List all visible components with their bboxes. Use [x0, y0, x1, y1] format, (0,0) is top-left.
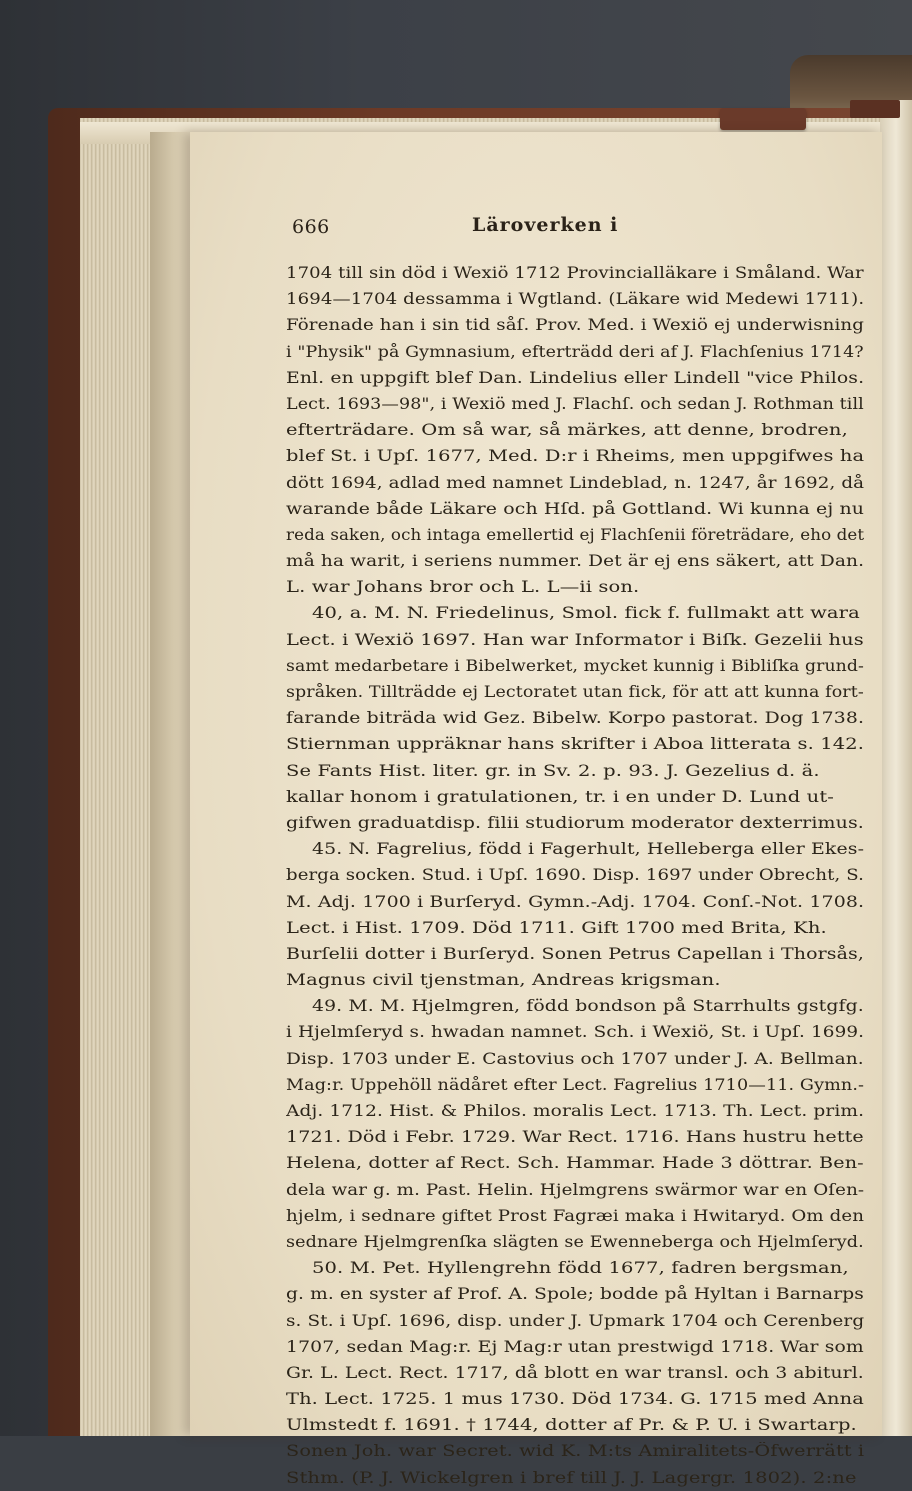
text-line: 49. M. M. Hjelmgren, född bondson på Starrhults gstgfg. [312, 997, 864, 1016]
text-line: Adj. 1712. Hist. & Philos. moralis Lect. 1713. Th. Lect. prim. [286, 1102, 865, 1120]
text-line: reda saken, och intaga emellertid ej Flachſenii företrädare, eho det [286, 525, 865, 544]
text-line: Ulmstedt f. 1691. † 1744, dotter af Pr. & P. U. i Swartarp. [286, 1416, 857, 1435]
page-header [292, 212, 852, 246]
text-line: 1694—1704 dessamma i Wgtland. (Läkare wid Medewi 1711). [286, 290, 865, 309]
text-line: kallar honom i gratulationen, tr. i en under D. Lund ut- [286, 787, 835, 806]
text-line: L. war Johans bror och L. L—ii son. [286, 578, 640, 597]
text-line: Lect. i Hist. 1709. Död 1711. Gift 1700 med Brita, Kh. [286, 918, 827, 937]
text-line: Magnus civil tjenstman, Andreas krigsman. [286, 971, 721, 990]
text-line: 45. N. Fagrelius, född i Fagerhult, Helleberga eller Ekes- [312, 840, 865, 859]
text-line: Burſelii dotter i Burſeryd. Sonen Petrus Capellan i Thorsås, [286, 944, 865, 963]
text-line: farande biträda wid Gez. Bibelw. Korpo pastorat. Dog 1738. [286, 709, 865, 728]
text-line: Mag:r. Uppehöll nädåret efter Lect. Fagrelius 1710—11. Gymn.- [286, 1075, 865, 1094]
text-line: Helena, dotter af Rect. Sch. Hammar. Hade 3 döttrar. Ben- [286, 1154, 864, 1173]
text-line: efterträdare. Om så war, så märkes, att denne, brodren, [286, 421, 848, 440]
text-line: i "Physik" på Gymnasium, efterträdd deri af J. Flachſenius 1714? [286, 342, 864, 361]
text-line: Stiernman uppräknar hans skrifter i Aboa litterata s. 142. [286, 735, 865, 754]
gutter-shadow [150, 132, 194, 1436]
text-line: 1704 till sin död i Wexiö 1712 Provincialläkare i Småland. War [286, 264, 864, 282]
text-line: 40, a. M. N. Friedelinus, Smol. fick f. fullmakt att wara [312, 604, 860, 623]
fore-edge [880, 100, 912, 1436]
text-line: språken. Tillträdde ej Lectoratet utan fick, för att att kunna fort- [286, 683, 864, 701]
text-line: samt medarbetare i Bibelwerket, mycket kunnig i Bibliſka grund- [286, 656, 864, 675]
text-line: 1707, sedan Mag:r. Ej Mag:r utan prestwigd 1718. War som [286, 1337, 864, 1356]
text-line: Disp. 1703 under E. Castovius och 1707 under J. A. Bellman. [286, 1049, 864, 1068]
text-line: Lect. 1693—98", i Wexiö med J. Flachſ. och sedan J. Rothman till [286, 394, 864, 413]
text-line: 1721. Död i Febr. 1729. War Rect. 1716. Hans hustru hette [286, 1128, 864, 1147]
text-line: Se Fants Hist. liter. gr. in Sv. 2. p. 93. J. Gezelius d. ä. [286, 761, 820, 780]
text-line: s. St. i Upſ. 1696, disp. under J. Upmark 1704 och Cerenberg [286, 1311, 865, 1330]
text-line: dött 1694, adlad med namnet Lindeblad, n. 1247, år 1692, då [286, 473, 865, 492]
text-line: 50. M. Pet. Hyllengrehn född 1677, fadren bergsman, [312, 1259, 849, 1278]
text-line: hjelm, i sednare giftet Prost Fagræi maka i Hwitaryd. Om den [286, 1206, 865, 1225]
text-line: Enl. en uppgift blef Dan. Lindelius eller Lindell "vice Philos. [286, 368, 865, 387]
text-line: M. Adj. 1700 i Burſeryd. Gymn.-Adj. 1704. Conſ.-Not. 1708. [286, 892, 865, 911]
text-line: Förenade han i sin tid såſ. Prov. Med. i Wexiö ej underwisning [286, 316, 865, 335]
text-line: Sonen Joh. war Secret. wid K. M:ts Amiralitets-Öfwerrätt i [286, 1442, 865, 1461]
text-line: dela war g. m. Past. Helin. Hjelmgrens swärmor war en Oſen- [286, 1180, 865, 1199]
page-number: 666 [292, 216, 330, 238]
bookmark-tab [850, 100, 900, 118]
text-line: Lect. i Wexiö 1697. Han war Informator i Biſk. Gezelii hus [286, 630, 864, 649]
text-line: berga socken. Stud. i Upſ. 1690. Disp. 1697 under Obrecht, S. [286, 866, 864, 885]
text-line: warande både Läkare och Hſd. på Gottland. Wi kunna ej nu [286, 499, 865, 518]
text-line: blef St. i Upſ. 1677, Med. D:r i Rheims, men uppgifwes ha [286, 447, 865, 466]
text-line: gifwen graduatdisp. filii studiorum moderator dexterrimus. [286, 813, 864, 832]
text-line: Sthm. (P. J. Wickelgren i bref till J. J. Lagergr. 1802). 2:ne [286, 1468, 857, 1487]
body-text [286, 260, 870, 1491]
text-line: Gr. L. Lect. Rect. 1717, då blott en war transl. och 3 abiturl. [286, 1363, 864, 1382]
text-line: må ha warit, i seriens nummer. Det är ej ens säkert, att Dan. [286, 552, 865, 571]
bookmark-ribbon [720, 108, 806, 130]
text-line: sednare Hjelmgrenſka slägten se Ewenneberga och Hjelmſeryd. [286, 1232, 864, 1251]
running-head: Läroverken i [472, 214, 619, 236]
text-line: Th. Lect. 1725. 1 mus 1730. Död 1734. G. 1715 med Anna [286, 1390, 864, 1409]
text-line: i Hjelmſeryd s. hwadan namnet. Sch. i Wexiö, St. i Upſ. 1699. [286, 1023, 865, 1042]
text-line: g. m. en syster af Prof. A. Spole; bodde på Hyltan i Barnarps [286, 1285, 864, 1304]
